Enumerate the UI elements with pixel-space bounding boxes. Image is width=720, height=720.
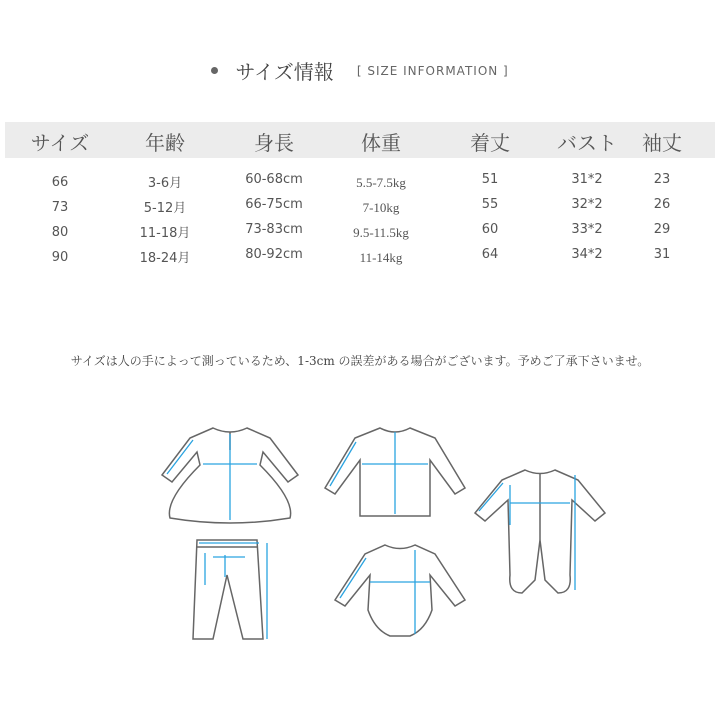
table-cell: 11-14kg bbox=[359, 250, 403, 265]
table-cell: 73 bbox=[51, 200, 69, 215]
title-en: [ SIZE INFORMATION ] bbox=[356, 63, 509, 78]
column-header: 身長 bbox=[254, 131, 294, 155]
table-cell: 73-83cm bbox=[245, 222, 303, 237]
table-cell: 55 bbox=[481, 197, 499, 212]
table-cell: 66-75cm bbox=[245, 197, 303, 212]
table-cell: 11-18月 bbox=[139, 226, 191, 241]
table-cell: 31 bbox=[653, 247, 671, 262]
dress-illustration bbox=[155, 420, 305, 530]
table-cell: 3-6月 bbox=[147, 176, 183, 191]
long-sleeve-top-illustration bbox=[320, 420, 470, 520]
table-cell: 7-10kg bbox=[362, 200, 400, 215]
table-cell: 64 bbox=[481, 247, 499, 262]
table-cell: 34*2 bbox=[571, 247, 603, 262]
table-cell: 9.5-11.5kg bbox=[353, 225, 409, 240]
table-cell: 29 bbox=[653, 222, 671, 237]
table-cell: 32*2 bbox=[571, 197, 603, 212]
bullet-icon bbox=[211, 67, 218, 74]
column-header: 着丈 bbox=[470, 131, 510, 155]
table-cell: 23 bbox=[653, 172, 671, 187]
table-cell: 5-12月 bbox=[143, 201, 187, 216]
table-cell: 33*2 bbox=[571, 222, 603, 237]
table-cell: 26 bbox=[653, 197, 671, 212]
column-header: 袖丈 bbox=[642, 131, 682, 155]
table-cell: 5.5-7.5kg bbox=[356, 175, 406, 190]
pants-illustration bbox=[185, 535, 280, 645]
table-cell: 51 bbox=[481, 172, 499, 187]
table-cell: 18-24月 bbox=[139, 251, 191, 266]
table-cell: 31*2 bbox=[571, 172, 603, 187]
column-header: サイズ bbox=[30, 131, 90, 155]
column-header: 年齢 bbox=[145, 131, 185, 155]
column-header: 体重 bbox=[361, 131, 401, 155]
section-title bbox=[0, 56, 720, 85]
title-jp: サイズ情報 bbox=[235, 60, 334, 84]
table-cell: 90 bbox=[51, 250, 69, 265]
table-cell: 60-68cm bbox=[245, 172, 303, 187]
table-cell: 60 bbox=[481, 222, 499, 237]
measurement-note: サイズは人の手によって測っているため、1-3cm の誤差がある場合がございます。予めご了承下さいませ。 bbox=[70, 354, 650, 368]
column-header: バスト bbox=[557, 131, 617, 155]
footed-romper-illustration bbox=[470, 465, 610, 600]
bodysuit-illustration bbox=[330, 540, 470, 640]
table-cell: 80-92cm bbox=[245, 247, 303, 262]
table-cell: 80 bbox=[51, 225, 69, 240]
table-cell: 66 bbox=[51, 175, 69, 190]
